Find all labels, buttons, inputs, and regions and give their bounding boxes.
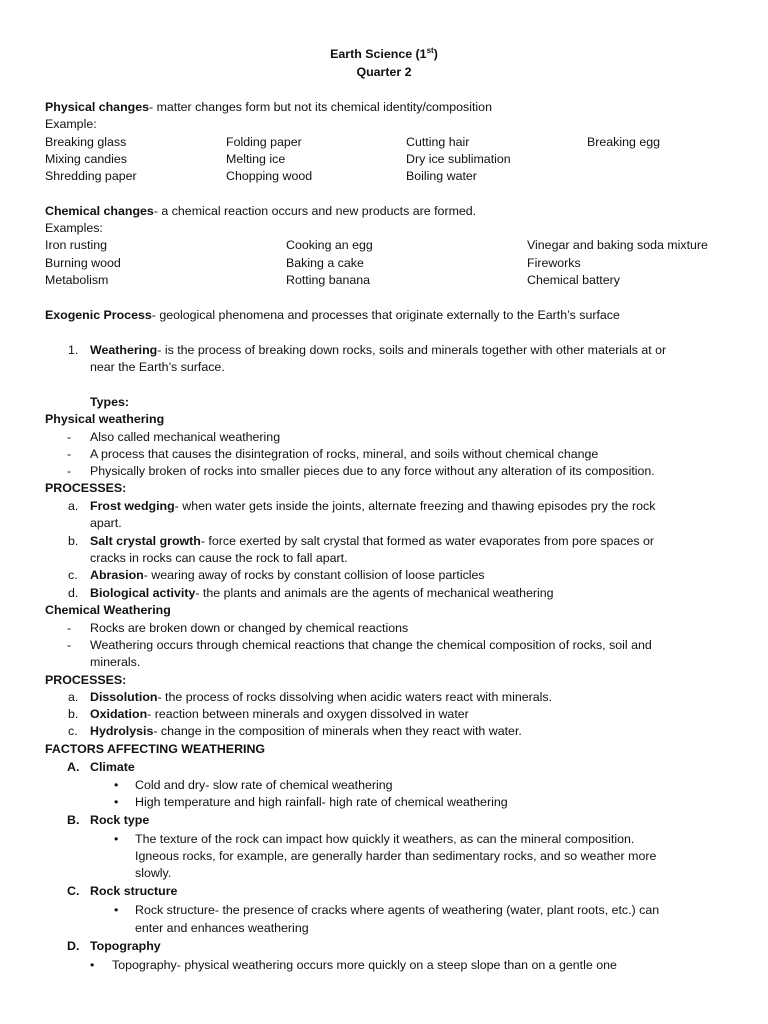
bullet-marker: • [90,958,95,972]
example-item: Chopping wood [226,169,313,183]
process-frost-wedging-cont: apart. [90,516,122,530]
list-item: Weathering occurs through chemical reactions that change the chemical composition of rocks, soil and [90,638,652,652]
list-item-cont: minerals. [90,655,141,669]
dash-marker: - [67,464,72,478]
list-item-cont: slowly. [135,866,172,880]
list-item: The texture of the rock can impact how quickly it weathers, as can the mineral composition. [135,832,635,846]
example-item: Folding paper [226,135,302,149]
list-letter: d. [68,586,79,600]
example-item: Cutting hair [406,135,470,149]
example-item: Dry ice sublimation [406,152,511,166]
process-hydrolysis: Hydrolysis- change in the composition of minerals when they react with water. [90,724,522,738]
list-letter: b. [68,534,79,548]
example-item: Iron rusting [45,238,107,252]
list-letter: c. [68,568,78,582]
example-item: Breaking glass [45,135,127,149]
list-letter: a. [68,690,79,704]
factor-rock-type: Rock type [90,813,150,827]
list-item: Topography- physical weathering occurs more quickly on a steep slope than on a gentle one [112,958,617,972]
exogenic-process-definition: Exogenic Process- geological phenomena and processes that originate externally to the Earth’s surface [45,308,620,322]
physical-changes-definition: Physical changes- matter changes form but not its chemical identity/composition [45,100,492,114]
processes-label: PROCESSES: [45,481,127,495]
dash-marker: - [67,430,72,444]
physical-weathering-heading: Physical weathering [45,412,165,426]
example-item: Mixing candies [45,152,127,166]
chemical-changes-definition: Chemical changes- a chemical reaction occurs and new products are formed. [45,204,477,218]
example-item: Cooking an egg [286,238,373,252]
factors-heading: FACTORS AFFECTING WEATHERING [45,742,266,756]
list-item: A process that causes the disintegration of rocks, mineral, and soils without chemical change [90,447,599,461]
bullet-marker: • [114,903,119,917]
list-letter: C. [67,884,80,898]
chemical-changes-example-label: Examples: [45,221,103,235]
list-item: Rocks are broken down or changed by chemical reactions [90,621,409,635]
example-item: Metabolism [45,273,109,287]
process-salt-crystal-growth-cont: cracks in rocks can cause the rock to fall apart. [90,551,348,565]
list-item: Physically broken of rocks into smaller pieces due to any force without any alteration of its composition. [90,464,655,478]
bullet-marker: • [114,795,119,809]
bullet-marker: • [114,778,119,792]
process-biological-activity: Biological activity- the plants and animals are the agents of mechanical weathering [90,586,554,600]
process-oxidation: Oxidation- reaction between minerals and oxygen dissolved in water [90,707,469,721]
list-letter: b. [68,707,79,721]
example-item: Boiling water [406,169,477,183]
list-item: High temperature and high rainfall- high rate of chemical weathering [135,795,508,809]
factor-topography: Topography [90,939,161,953]
dash-marker: - [67,638,72,652]
processes-label: PROCESSES: [45,673,127,687]
example-item: Baking a cake [286,256,364,270]
example-item: Vinegar and baking soda mixture [527,238,708,252]
dash-marker: - [67,447,72,461]
list-number: 1. [68,343,79,357]
physical-changes-example-label: Example: [45,117,97,131]
process-dissolution: Dissolution- the process of rocks dissolving when acidic waters react with minerals. [90,690,553,704]
process-frost-wedging: Frost wedging- when water gets inside the joints, alternate freezing and thawing episodes pry the rock [90,499,656,513]
list-letter: B. [67,813,80,827]
document-title: Earth Science (1st) [330,45,438,61]
document-subtitle: Quarter 2 [356,65,412,79]
dash-marker: - [67,621,72,635]
list-letter: A. [67,760,80,774]
example-item: Rotting banana [286,273,371,287]
bullet-marker: • [114,832,119,846]
list-letter: c. [68,724,78,738]
list-item-cont: Igneous rocks, for example, are generally harder than sedimentary rocks, and so weather more [135,849,657,863]
list-item: Cold and dry- slow rate of chemical weathering [135,778,393,792]
example-item: Shredding paper [45,169,137,183]
list-letter: D. [67,939,80,953]
factor-rock-structure: Rock structure [90,884,178,898]
example-item: Fireworks [527,256,581,270]
types-label: Types: [90,395,130,409]
list-letter: a. [68,499,79,513]
factor-climate: Climate [90,760,135,774]
list-item-cont: enter and enhances weathering [135,921,309,935]
example-item: Chemical battery [527,273,620,287]
example-item: Burning wood [45,256,121,270]
example-item: Melting ice [226,152,286,166]
weathering-definition: Weathering- is the process of breaking down rocks, soils and minerals together with other materials at or [90,343,667,357]
process-abrasion: Abrasion- wearing away of rocks by constant collision of loose particles [90,568,485,582]
list-item: Rock structure- the presence of cracks where agents of weathering (water, plant roots, etc.) can [135,903,660,917]
list-item: Also called mechanical weathering [90,430,281,444]
example-item: Breaking egg [587,135,661,149]
process-salt-crystal-growth: Salt crystal growth- force exerted by salt crystal that formed as water evaporates from pore spaces or [90,534,655,548]
weathering-definition-cont: near the Earth’s surface. [90,360,225,374]
chemical-weathering-heading: Chemical Weathering [45,603,171,617]
